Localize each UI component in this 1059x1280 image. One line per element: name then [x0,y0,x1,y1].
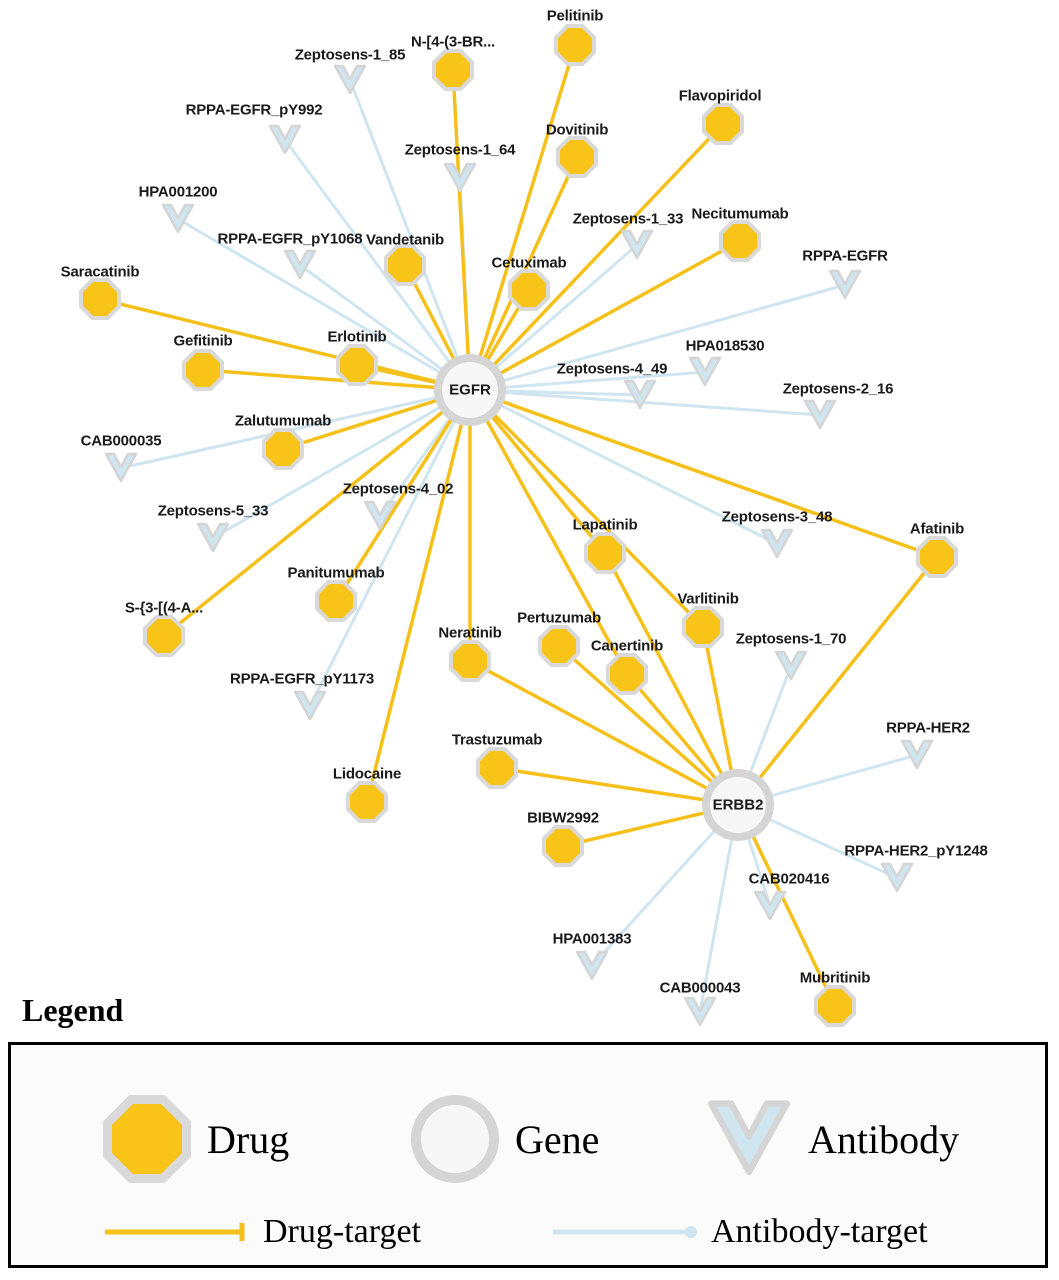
antibody-chevron-icon [900,738,934,772]
drug-node-label: Pelitinib [546,7,604,25]
antibody-node-label: CAB000035 [80,432,162,450]
drug-node-label: S-{3-[(4-A... [124,599,204,617]
antibody-node[interactable] [760,527,794,561]
drug-node[interactable] [340,348,374,382]
antibody-chevron-icon [196,521,230,555]
drug-octagon-icon [103,1095,191,1183]
antibody-node-label: Zeptosens-4_02 [342,480,454,498]
drug-target-edge [470,45,575,390]
drug-node[interactable] [388,248,422,282]
drug-node[interactable] [186,353,220,387]
gene-node-label: ERBB2 [712,796,764,814]
legend-gene-label: Gene [515,1116,600,1162]
antibody-chevron-icon [443,161,477,195]
antibody-node[interactable] [161,202,195,236]
drug-node-label: Pertuzumab [517,609,601,627]
antibody-chevron-icon [828,268,862,302]
antibody-chevron-icon [753,889,787,923]
antibody-node-label: RPPA-HER2_pY1248 [844,842,988,860]
antibody-node-label: Zeptosens-1_70 [735,630,847,648]
drug-node-label: Zalutumumab [234,412,332,430]
antibody-node[interactable] [753,889,787,923]
antibody-node[interactable] [268,123,302,157]
drug-node-label: Vandetanib [365,231,445,249]
antibody-node[interactable] [333,63,367,97]
drug-node-label: Erlotinib [327,328,387,346]
legend-gene [411,1095,599,1183]
antibody-chevron-icon [283,248,317,282]
drug-node-label: Panitumumab [287,564,385,582]
antibody-node[interactable] [803,398,837,432]
antibody-node-label: Zeptosens-2_16 [782,380,894,398]
antibody-node[interactable] [688,355,722,389]
antibody-chevron-icon [880,861,914,895]
drug-target-edge [470,390,703,627]
antibody-node[interactable] [575,949,609,983]
drug-target-edge-icon [103,1220,253,1244]
drug-node-label: Saracatinib [60,263,140,281]
antibody-node-label: CAB020416 [748,870,830,888]
drug-node[interactable] [436,53,470,87]
antibody-node-label: Zeptosens-5_33 [157,502,269,520]
antibody-node-label: Zeptosens-1_64 [404,141,516,159]
drug-target-edge [453,70,470,390]
legend-antibody-target [551,1213,928,1251]
antibody-node[interactable] [104,451,138,485]
antibody-chevron-icon [803,398,837,432]
legend-antibody [706,1095,959,1183]
antibody-chevron-icon [293,689,327,723]
drug-node-label: Dovitinib [545,121,609,139]
drug-node-label: Neratinib [438,624,502,642]
antibody-chevron-icon [683,995,717,1029]
antibody-node[interactable] [828,268,862,302]
antibody-chevron-icon [575,949,609,983]
antibody-node[interactable] [293,689,327,723]
legend-drug-target-label: Drug-target [263,1213,421,1250]
antibody-chevron-icon [688,355,722,389]
gene-node-label: EGFR [449,381,491,399]
antibody-node-label: RPPA-EGFR_pY1173 [229,670,375,688]
legend-box [8,1042,1048,1268]
drug-node-label: BIBW2992 [527,809,599,827]
legend-drug-target [103,1213,421,1251]
antibody-node-label: Zeptosens-1_85 [294,46,406,64]
legend-drug [103,1095,289,1183]
antibody-target-edge-icon [551,1220,701,1244]
drug-node-label: Trastuzumab [451,731,543,749]
antibody-node[interactable] [683,995,717,1029]
antibody-node[interactable] [283,248,317,282]
drug-node-label: Cetuximab [491,254,567,272]
drug-node[interactable] [266,432,300,466]
antibody-node[interactable] [900,738,934,772]
legend-antibody-target-label: Antibody-target [711,1213,928,1250]
antibody-node[interactable] [443,161,477,195]
drug-node-label: Canertinib [590,637,664,655]
antibody-chevron-icon [104,451,138,485]
antibody-node[interactable] [623,378,657,412]
antibody-node-label: HPA001383 [552,930,632,948]
antibody-chevron-icon [760,527,794,561]
antibody-node[interactable] [774,649,808,683]
antibody-node-label: HPA018530 [685,337,765,355]
drug-node-label: Gefitinib [173,332,233,350]
antibody-node-label: Zeptosens-3_48 [721,508,833,526]
antibody-chevron-icon [774,649,808,683]
drug-node-label: Afatinib [909,520,965,538]
legend-antibody-label: Antibody [808,1116,960,1162]
gene-circle-icon [411,1095,499,1183]
antibody-chevron-icon [363,499,397,533]
drug-node[interactable] [83,282,117,316]
antibody-chevron-icon [623,378,657,412]
antibody-chevron-icon [706,1095,792,1183]
antibody-node-label: CAB000043 [659,979,741,997]
antibody-node-label: Zeptosens-4_49 [556,360,668,378]
antibody-node-label: Zeptosens-1_33 [572,210,684,228]
drug-node-label: Lapatinib [572,516,638,534]
antibody-chevron-icon [333,63,367,97]
antibody-node-label: RPPA-HER2 [886,719,970,737]
antibody-node-label: RPPA-EGFR_pY992 [185,101,323,119]
drug-node-label: Necitumumab [691,205,789,223]
antibody-node[interactable] [196,521,230,555]
antibody-chevron-icon [161,202,195,236]
legend-title: Legend [22,992,124,1028]
drug-node-label: Varlitinib [677,590,739,608]
drug-node-label: N-[4-(3-BR... [410,33,496,51]
legend-drug-label: Drug [207,1116,290,1162]
antibody-chevron-icon [268,123,302,157]
antibody-node-label: RPPA-EGFR_pY1068 [217,230,363,248]
drug-node-label: Mubritinib [799,969,871,987]
antibody-chevron-icon [620,228,654,262]
antibody-node[interactable] [880,861,914,895]
antibody-node[interactable] [363,499,397,533]
antibody-node-label: RPPA-EGFR [802,247,888,265]
drug-node-label: Lidocaine [332,765,402,783]
antibody-node[interactable] [620,228,654,262]
antibody-node-label: HPA001200 [138,183,218,201]
drug-node-label: Flavopiridol [678,87,762,105]
